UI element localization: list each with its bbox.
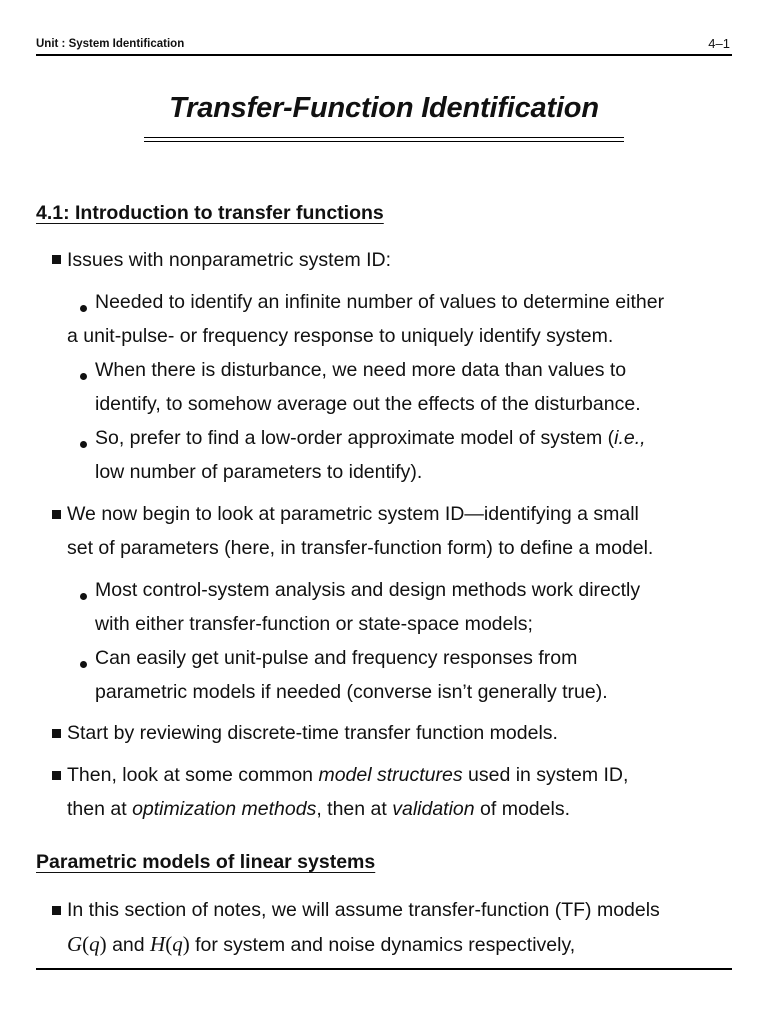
text-run: for system and noise dynamics respectively,: [189, 934, 576, 956]
text-run-italic: validation: [392, 798, 475, 820]
text-run: So, prefer to find a low-order approximate model of system (: [95, 427, 615, 449]
math-symbol: H: [150, 932, 166, 956]
bullet-tf-models: [67, 893, 735, 962]
math-h: H(q): [150, 932, 190, 956]
footer-rule: [36, 968, 732, 970]
text-run-italic: i.e.,: [614, 427, 646, 449]
bullet-nonparametric-issues: Issues with nonparametric system ID:: [67, 249, 392, 271]
math-symbol: q: [89, 932, 100, 956]
sub-bullet-responses: [95, 641, 740, 709]
sub-bullet-infinite-values-cont: [67, 319, 613, 353]
text-line: We now begin to look at parametric system ID—identifying a small: [67, 503, 639, 525]
header-page-number: 4–1: [708, 36, 730, 51]
section-heading-intro: 4.1: Introduction to transfer functions: [36, 202, 384, 224]
sub-bullet-infinite-values: [95, 285, 740, 319]
text-line: [67, 792, 735, 826]
page-header: [36, 34, 732, 56]
text-line: Most control-system analysis and design methods work directly: [95, 579, 641, 601]
text-run: then at: [67, 798, 133, 820]
math-symbol: q: [172, 932, 183, 956]
math-symbol: G: [67, 932, 83, 956]
square-bullet-icon: [52, 255, 61, 264]
text-line: In this section of notes, we will assume transfer-function (TF) models: [67, 899, 660, 921]
text-line: low number of parameters to identify).: [95, 461, 423, 483]
sub-bullet-disturbance: [95, 353, 740, 421]
text-line: set of parameters (here, in transfer-function form) to define a model.: [67, 537, 654, 559]
text-line: [67, 758, 735, 792]
sub-bullet-low-order: [95, 421, 740, 489]
square-bullet-icon: [52, 906, 61, 915]
bullet-review-tf: Start by reviewing discrete-time transfer function models.: [67, 722, 558, 744]
text-run: and: [106, 934, 151, 956]
page-title: Transfer-Function Identification: [169, 92, 599, 124]
text-run: of models.: [474, 798, 570, 820]
text-run: used in system ID,: [462, 764, 629, 786]
text-line: with either transfer-function or state-space models;: [95, 613, 533, 635]
text-run-italic: model structures: [318, 764, 463, 786]
sub-bullet-control-methods: [95, 573, 740, 641]
section-heading-parametric: Parametric models of linear systems: [36, 851, 376, 873]
square-bullet-icon: [52, 510, 61, 519]
text-line: [95, 421, 740, 455]
text-run-italic: optimization methods: [132, 798, 317, 820]
title-underline: [144, 137, 624, 142]
text-line: Needed to identify an infinite number of values to determine either: [95, 291, 665, 313]
math-g: G(q): [67, 932, 107, 956]
text-line: identify, to somehow average out the effects of the disturbance.: [95, 393, 641, 415]
text-line: Can easily get unit-pulse and frequency responses from: [95, 647, 578, 669]
text-run: , then at: [316, 798, 393, 820]
text-line: [67, 927, 735, 962]
text-line: When there is disturbance, we need more data than values to: [95, 359, 627, 381]
text-run: Then, look at some common: [67, 764, 319, 786]
bullet-model-structures: [67, 758, 735, 826]
square-bullet-icon: [52, 729, 61, 738]
bullet-parametric-id: [67, 497, 735, 565]
header-unit-label: Unit : System Identification: [36, 38, 185, 50]
text-line: parametric models if needed (converse isn’t generally true).: [95, 681, 608, 703]
square-bullet-icon: [52, 771, 61, 780]
text-line: a unit-pulse- or frequency response to uniquely identify system.: [67, 325, 614, 347]
